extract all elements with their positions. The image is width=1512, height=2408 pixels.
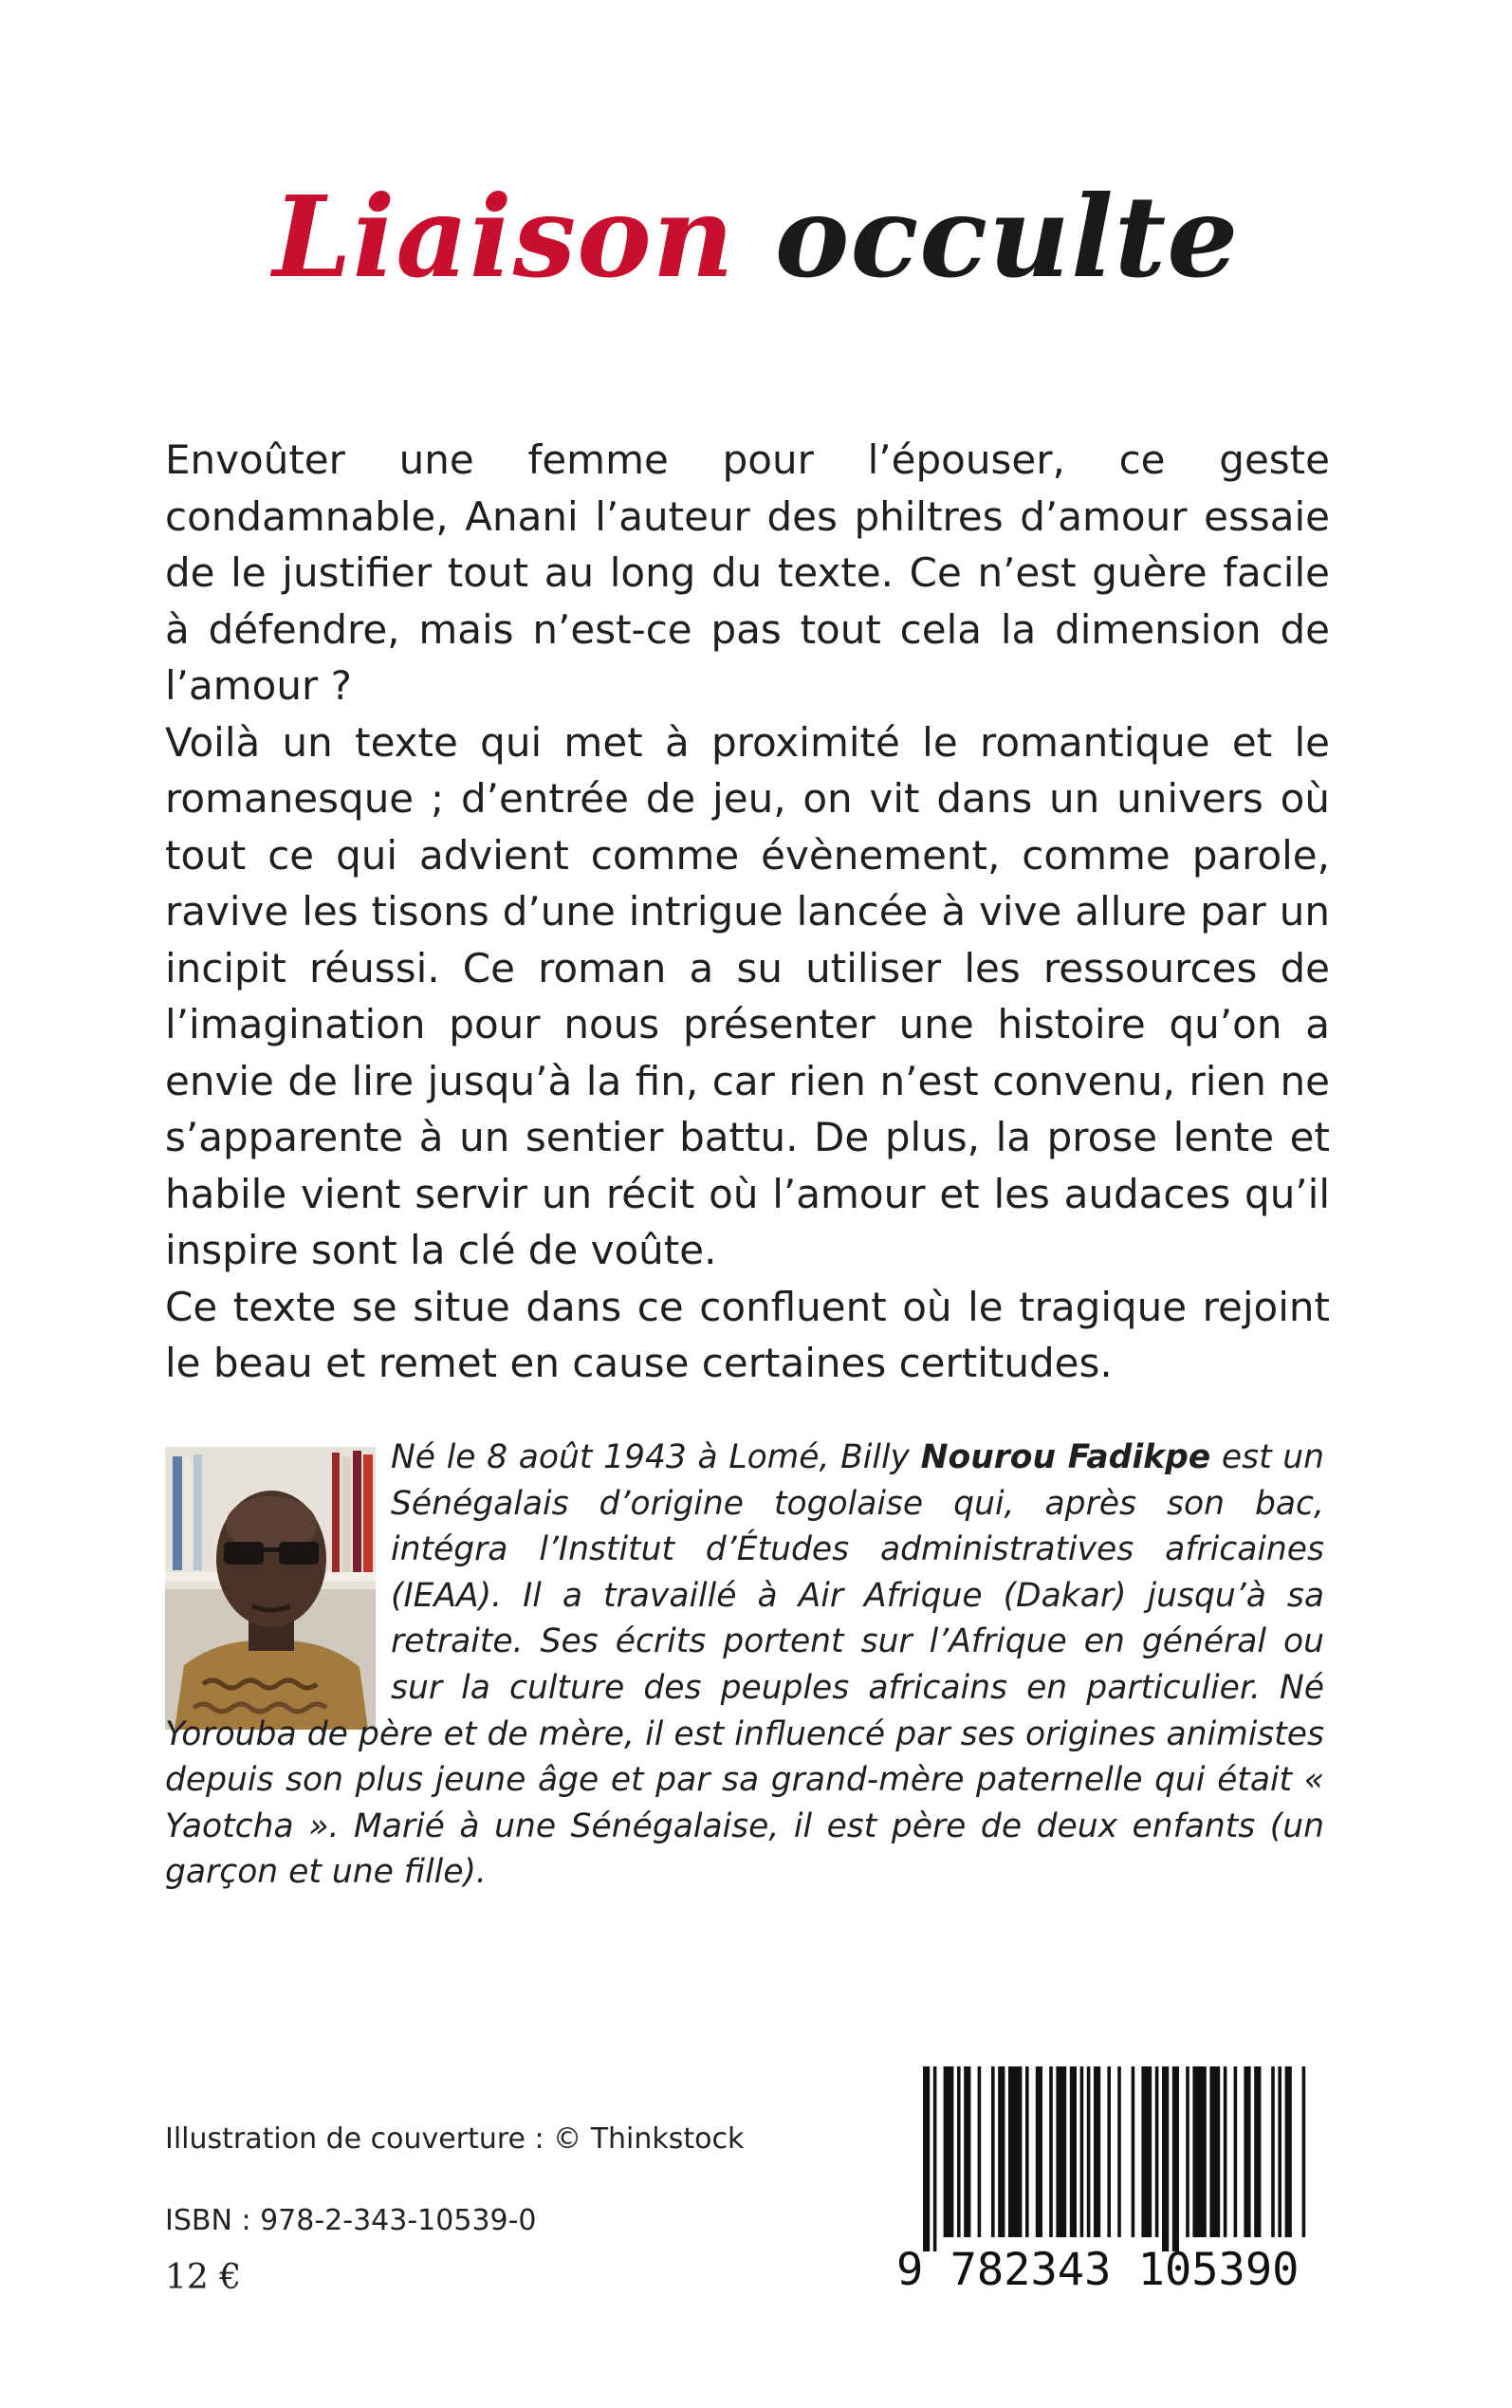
barcode-bar bbox=[1155, 2066, 1159, 2237]
barcode-bar bbox=[1186, 2066, 1189, 2237]
barcode-bar bbox=[1141, 2066, 1152, 2237]
barcode-bar bbox=[1025, 2066, 1029, 2237]
barcode-bar bbox=[1036, 2066, 1042, 2237]
barcode-bar bbox=[1049, 2066, 1053, 2237]
barcode-bar bbox=[964, 2066, 970, 2237]
barcode-bar bbox=[933, 2066, 937, 2251]
isbn-number: ISBN : 978-2-343-10539-0 bbox=[165, 2204, 537, 2237]
barcode-bar bbox=[1080, 2066, 1084, 2237]
barcode-digits: 9 782343 105390 bbox=[896, 2244, 1300, 2296]
barcode-bar bbox=[1162, 2066, 1169, 2251]
blurb-paragraph: Ce texte se situe dans ce confluent où le tragique rejoint le beau et remet en cause certaines certitudes. bbox=[165, 1283, 1330, 1386]
author-biography bbox=[165, 1435, 1324, 1896]
author-name: Nourou Fadikpe bbox=[920, 1438, 1211, 1476]
barcode-bar bbox=[1094, 2066, 1100, 2237]
barcode-bar bbox=[1056, 2066, 1066, 2237]
barcode-bar bbox=[1192, 2066, 1206, 2237]
barcode-bar bbox=[991, 2066, 995, 2237]
barcode-bar bbox=[1008, 2066, 1022, 2237]
barcode-bar bbox=[1271, 2066, 1275, 2237]
barcode-bar bbox=[978, 2066, 982, 2237]
barcode-bar bbox=[1172, 2066, 1179, 2251]
barcode-bar bbox=[1132, 2066, 1135, 2237]
title-part-liaison: Liaison bbox=[272, 171, 735, 303]
bio-text-rest: est un Sénégalais d’origine togolaise qui, après son bac, intégra l’Institut d’Études administratives africaines (IEAA). Il a travaillé à Air Afrique (Dakar) jusqu’à sa retraite. Ses écrits portent sur l’Afrique en général ou sur la culture des peuples africains en particulier. Né Yorouba de père et de mère, il est influencé par ses origines animistes depuis son plus jeune âge et par sa grand-mère paternelle qui était « Yaotcha ». Marié à une Sénégalaise, il est père de deux enfants (un garçon et une fille). bbox=[165, 1438, 1324, 1892]
barcode-bar bbox=[1254, 2066, 1261, 2237]
barcode-bar bbox=[1087, 2066, 1091, 2237]
barcode-bar bbox=[1070, 2066, 1077, 2237]
bio-text-start: Né le 8 août 1943 à Lomé, Billy bbox=[391, 1438, 921, 1476]
barcode-bar bbox=[998, 2066, 1005, 2237]
barcode-bar bbox=[1278, 2066, 1282, 2237]
blurb-paragraph: Voilà un texte qui met à proximité le romantique et le romanesque ; d’entrée de jeu, on vit dans un univers où tout ce qui advient comme évènement, comme parole, ravive les tisons d’une intrigue lancée à vive allure par un incipit réussi. Ce roman a su utiliser les ressources de l’imagination pour nous présenter une histoire qu’on a envie de lire jusqu’à la fin, car rien n’est convenu, rien ne s’apparente à un sentier battu. De plus, la prose lente et habile vient servir un récit où l’amour et les audaces qu’il inspire sont la clé de voûte. bbox=[165, 718, 1330, 1273]
back-cover-blurb bbox=[165, 432, 1330, 1392]
price: 12 € bbox=[165, 2258, 242, 2297]
book-title bbox=[0, 166, 1512, 308]
barcode-bar bbox=[1224, 2066, 1227, 2237]
barcode-bar bbox=[923, 2066, 930, 2251]
barcode-bar bbox=[944, 2066, 954, 2237]
barcode-bar bbox=[1234, 2066, 1238, 2237]
barcode-bar bbox=[1107, 2066, 1111, 2237]
barcode-bar bbox=[1285, 2066, 1292, 2237]
cover-illustration-credit: Illustration de couverture : © Thinkstock bbox=[165, 2122, 745, 2156]
title-part-occulte: occulte bbox=[774, 171, 1240, 303]
barcode-bar bbox=[1209, 2066, 1220, 2237]
barcode-bar bbox=[1244, 2066, 1250, 2237]
barcode bbox=[896, 2066, 1310, 2251]
blurb-paragraph: Envoûter une femme pour l’épouser, ce geste condamnable, Anani l’auteur des philtres d’amour essaie de le justifier tout au long du texte. Ce n’est guère facile à défendre, mais n’est-ce pas tout cela la dimension de l’amour ? bbox=[165, 436, 1330, 709]
barcode-bar bbox=[1117, 2066, 1121, 2237]
barcode-bar bbox=[1302, 2066, 1306, 2237]
barcode-bar bbox=[957, 2066, 961, 2237]
